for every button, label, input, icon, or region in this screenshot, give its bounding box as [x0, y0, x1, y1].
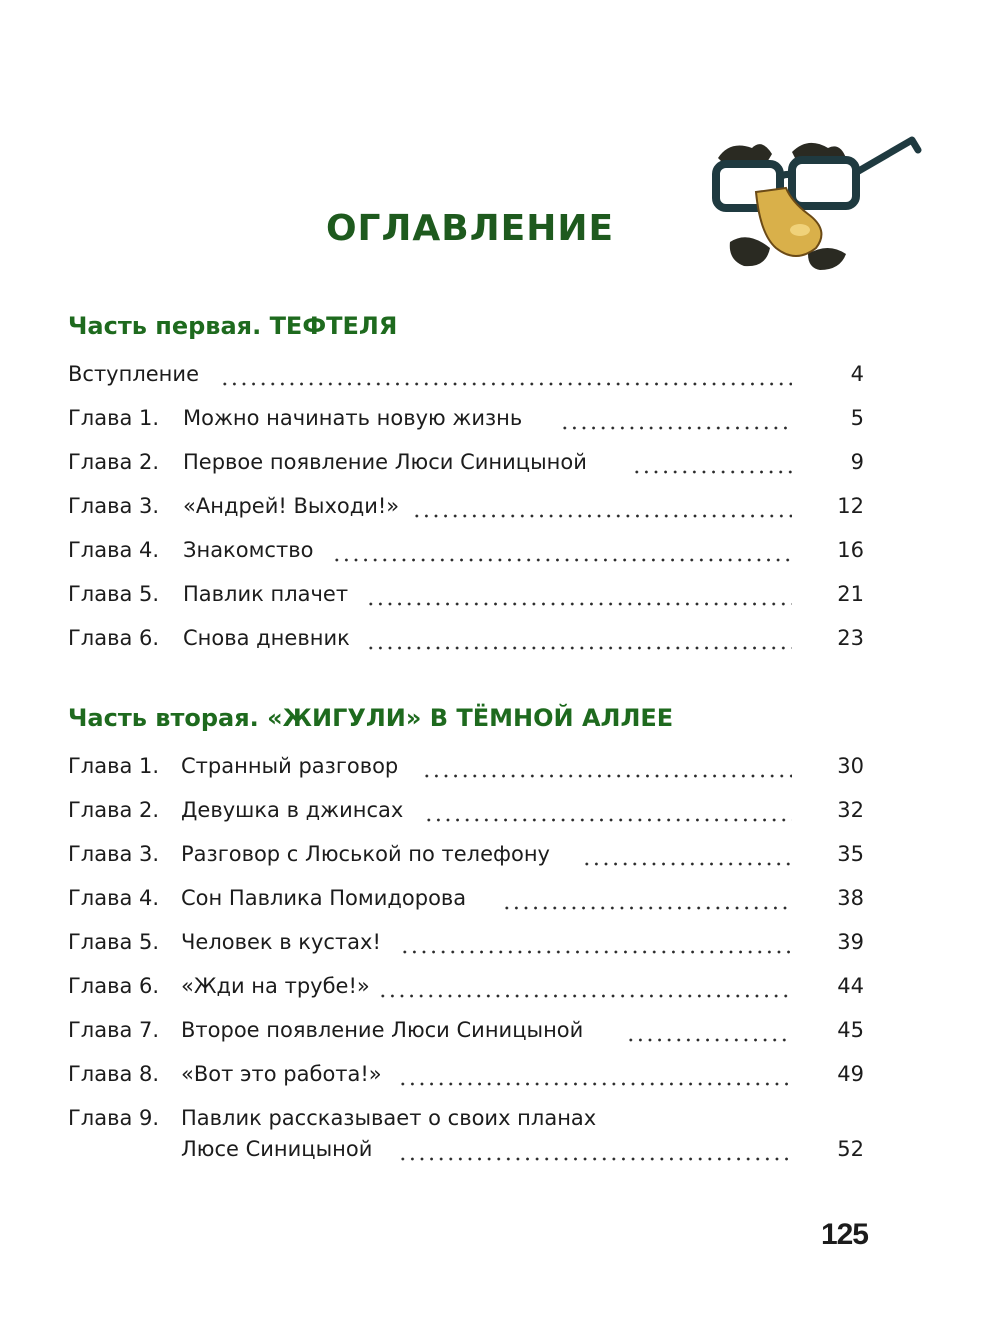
toc-entry[interactable] — [68, 406, 864, 446]
toc-entry[interactable] — [68, 538, 864, 578]
leader-dots — [422, 770, 792, 782]
entry-page: 32 — [837, 798, 864, 822]
leader-dots — [412, 510, 792, 522]
entry-title-continued: Люсе Синицыной — [181, 1137, 373, 1161]
entry-title: Разговор с Люськой по телефону — [181, 842, 550, 866]
entry-page: 35 — [837, 842, 864, 866]
toc-entry[interactable] — [68, 494, 864, 534]
entry-page: 45 — [837, 1018, 864, 1042]
entry-title: Странный разговор — [181, 754, 399, 778]
entry-page: 30 — [837, 754, 864, 778]
toc-entry[interactable] — [68, 754, 864, 794]
entry-page: 16 — [837, 538, 864, 562]
toc-entry[interactable] — [68, 886, 864, 926]
part-one-heading: Часть первая. ТЕФТЕЛЯ — [68, 312, 398, 340]
leader-dots — [560, 422, 792, 434]
leader-dots — [582, 858, 792, 870]
entry-page: 39 — [837, 930, 864, 954]
toc-entry[interactable] — [68, 1018, 864, 1058]
toc-entry[interactable] — [68, 798, 864, 838]
leader-dots — [398, 1153, 792, 1165]
chapter-number: Глава 2. — [68, 450, 160, 474]
leader-dots — [502, 902, 792, 914]
entry-page: 21 — [837, 582, 864, 606]
entry-page: 4 — [850, 362, 864, 386]
leader-dots — [366, 642, 792, 654]
entry-page: 44 — [837, 974, 864, 998]
entry-title: Можно начинать новую жизнь — [183, 406, 523, 430]
entry-title: Павлик рассказывает о своих планах — [181, 1106, 597, 1130]
toc-entry[interactable] — [68, 842, 864, 882]
leader-dots — [626, 1034, 792, 1046]
toc-entry[interactable] — [68, 450, 864, 490]
chapter-number: Глава 7. — [68, 1018, 160, 1042]
toc-entry[interactable] — [68, 930, 864, 970]
entry-page: 9 — [850, 450, 864, 474]
toc-entry[interactable] — [68, 1106, 864, 1176]
chapter-number: Глава 1. — [68, 406, 160, 430]
entry-page: 49 — [837, 1062, 864, 1086]
chapter-number: Глава 9. — [68, 1106, 160, 1130]
chapter-number: Глава 4. — [68, 886, 160, 910]
entry-title: Первое появление Люси Синицыной — [183, 450, 587, 474]
entry-title: Сон Павлика Помидорова — [181, 886, 467, 910]
chapter-number: Глава 6. — [68, 974, 160, 998]
entry-title: «Жди на трубе!» — [181, 974, 370, 998]
entry-title: Павлик плачет — [183, 582, 349, 606]
entry-title: «Вот это работа!» — [181, 1062, 382, 1086]
entry-title: «Андрей! Выходи!» — [183, 494, 400, 518]
page-title: ОГЛАВЛЕНИЕ — [325, 208, 615, 249]
disguise-glasses-nose-mustache-icon — [700, 118, 932, 278]
entry-page: 5 — [850, 406, 864, 430]
chapter-number: Глава 3. — [68, 494, 160, 518]
toc-entry[interactable] — [68, 626, 864, 666]
leader-dots — [400, 946, 792, 958]
page-number: 125 — [820, 1218, 868, 1251]
leader-dots — [632, 466, 792, 478]
toc-entry[interactable] — [68, 974, 864, 1014]
chapter-number: Глава 5. — [68, 582, 160, 606]
toc-entry[interactable] — [68, 1062, 864, 1102]
entry-page: 23 — [837, 626, 864, 650]
chapter-number: Глава 3. — [68, 842, 160, 866]
chapter-number: Глава 1. — [68, 754, 160, 778]
toc-entry[interactable] — [68, 362, 864, 402]
leader-dots — [220, 378, 792, 390]
entry-title: Снова дневник — [183, 626, 350, 650]
chapter-number: Глава 5. — [68, 930, 160, 954]
entry-page: 52 — [837, 1137, 864, 1161]
leader-dots — [424, 814, 792, 826]
entry-title: Человек в кустах! — [181, 930, 381, 954]
chapter-number: Глава 8. — [68, 1062, 160, 1086]
leader-dots — [378, 990, 792, 1002]
entry-page: 38 — [837, 886, 864, 910]
leader-dots — [366, 598, 792, 610]
leader-dots — [398, 1078, 792, 1090]
leader-dots — [332, 554, 792, 566]
entry-title: Знакомство — [183, 538, 314, 562]
chapter-number: Глава 2. — [68, 798, 160, 822]
chapter-number: Глава 4. — [68, 538, 160, 562]
toc-entry[interactable] — [68, 582, 864, 622]
entry-title: Девушка в джинсах — [181, 798, 404, 822]
entry-title: Вступление — [68, 362, 199, 386]
part-two-heading: Часть вторая. «ЖИГУЛИ» В ТЁМНОЙ АЛЛЕЕ — [68, 704, 674, 732]
chapter-number: Глава 6. — [68, 626, 160, 650]
entry-page: 12 — [837, 494, 864, 518]
entry-title: Второе появление Люси Синицыной — [181, 1018, 584, 1042]
